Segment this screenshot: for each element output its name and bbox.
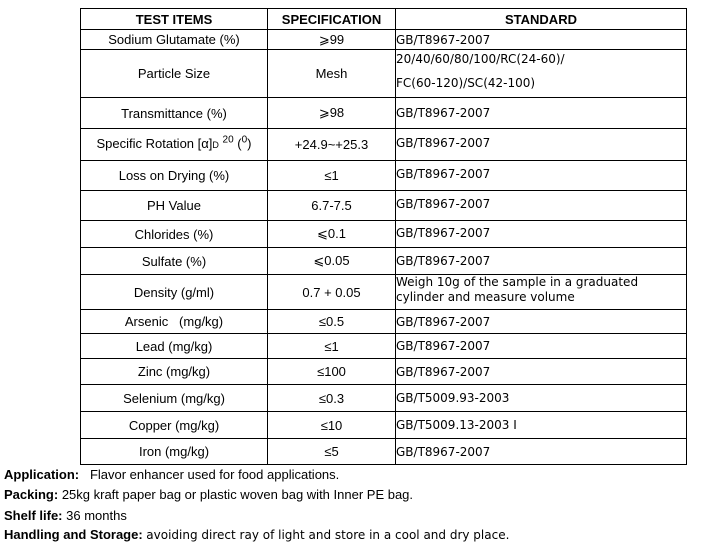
table-row	[81, 412, 687, 439]
application-label: Application:	[4, 467, 80, 482]
application-value: Flavor enhancer used for food applications.	[89, 467, 340, 482]
table-row	[81, 248, 687, 275]
table-row	[81, 30, 687, 50]
row-spec: ⩾99	[268, 30, 396, 50]
standard-line: FC(60-120)/SC(42-100)	[396, 76, 536, 90]
rotation-label: Specific Rotation [α]D $^{20}$ ($^0$)	[96, 134, 252, 152]
row-item: Zinc (mg/kg)	[81, 359, 268, 385]
standard-line: cylinder and measure volume	[396, 290, 575, 304]
row-spec: +24.9~+25.3	[268, 129, 396, 161]
table-row	[81, 161, 687, 191]
specification-table	[80, 8, 687, 465]
table-row	[81, 439, 687, 465]
row-standard	[396, 275, 687, 310]
row-spec: ≤10	[268, 412, 396, 439]
shelf-life-line	[4, 508, 127, 523]
row-item: Lead (mg/kg)	[81, 334, 268, 359]
row-spec: ⩽0.1	[268, 221, 396, 248]
row-standard: GB/T8967-2007	[396, 161, 687, 191]
row-spec: ⩾98	[268, 98, 396, 129]
header-test-items: TEST ITEMS	[81, 9, 268, 30]
row-item: Sodium Glutamate (%)	[81, 30, 268, 50]
row-spec: ≤1	[268, 161, 396, 191]
table-row	[81, 334, 687, 359]
row-standard: GB/T8967-2007	[396, 129, 687, 161]
row-item: Selenium (mg/kg)	[81, 385, 268, 412]
row-spec: ≤0.5	[268, 310, 396, 334]
row-item	[81, 129, 268, 161]
row-spec: ⩽0.05	[268, 248, 396, 275]
shelf-life-label: Shelf life:	[4, 508, 63, 523]
table-row	[81, 310, 687, 334]
row-item: Transmittance (%)	[81, 98, 268, 129]
table-row	[81, 50, 687, 98]
standard-line: Weigh 10g of the sample in a graduated	[396, 275, 639, 289]
header-standard: STANDARD	[396, 9, 687, 30]
table-row	[81, 385, 687, 412]
row-item: PH Value	[81, 191, 268, 221]
row-item: Chlorides (%)	[81, 221, 268, 248]
row-item: Copper (mg/kg)	[81, 412, 268, 439]
row-spec: 6.7-7.5	[268, 191, 396, 221]
table-row	[81, 275, 687, 310]
row-spec: ≤0.3	[268, 385, 396, 412]
shelf-life-value: 36 months	[66, 508, 127, 523]
standard-line: 20/40/60/80/100/RC(24-60)/	[396, 52, 565, 66]
header-specification: SPECIFICATION	[268, 9, 396, 30]
table-row	[81, 221, 687, 248]
table-row	[81, 191, 687, 221]
row-spec: ≤100	[268, 359, 396, 385]
packing-line	[4, 487, 413, 502]
row-standard: GB/T5009.93-2003	[396, 385, 687, 412]
row-item: Arsenic (mg/kg)	[81, 310, 268, 334]
row-item: Loss on Drying (%)	[81, 161, 268, 191]
table-row	[81, 98, 687, 129]
handling-line	[4, 527, 509, 542]
row-item: Particle Size	[81, 50, 268, 98]
row-item: Density (g/ml)	[81, 275, 268, 310]
application-line	[4, 467, 339, 482]
row-standard: GB/T8967-2007	[396, 439, 687, 465]
table-header-row	[81, 9, 687, 30]
row-standard: GB/T8967-2007	[396, 359, 687, 385]
row-spec: Mesh	[268, 50, 396, 98]
row-item: Sulfate (%)	[81, 248, 268, 275]
handling-label: Handling and Storage:	[4, 527, 143, 542]
row-spec: ≤1	[268, 334, 396, 359]
row-standard: GB/T8967-2007	[396, 221, 687, 248]
row-standard: GB/T8967-2007	[396, 248, 687, 275]
row-standard	[396, 50, 687, 98]
row-standard: GB/T8967-2007	[396, 191, 687, 221]
handling-value: avoiding direct ray of light and store in a cool and dry place.	[146, 528, 510, 542]
row-item: Iron (mg/kg)	[81, 439, 268, 465]
row-standard: GB/T8967-2007	[396, 98, 687, 129]
row-spec: 0.7 + 0.05	[268, 275, 396, 310]
packing-label: Packing:	[4, 487, 59, 502]
row-standard: GB/T8967-2007	[396, 310, 687, 334]
row-standard: GB/T8967-2007	[396, 334, 687, 359]
packing-value: 25kg kraft paper bag or plastic woven bag with Inner PE bag.	[61, 487, 414, 502]
table-row	[81, 359, 687, 385]
row-spec: ≤5	[268, 439, 396, 465]
table-row	[81, 129, 687, 161]
row-standard: GB/T5009.13-2003 I	[396, 412, 687, 439]
row-standard: GB/T8967-2007	[396, 30, 687, 50]
